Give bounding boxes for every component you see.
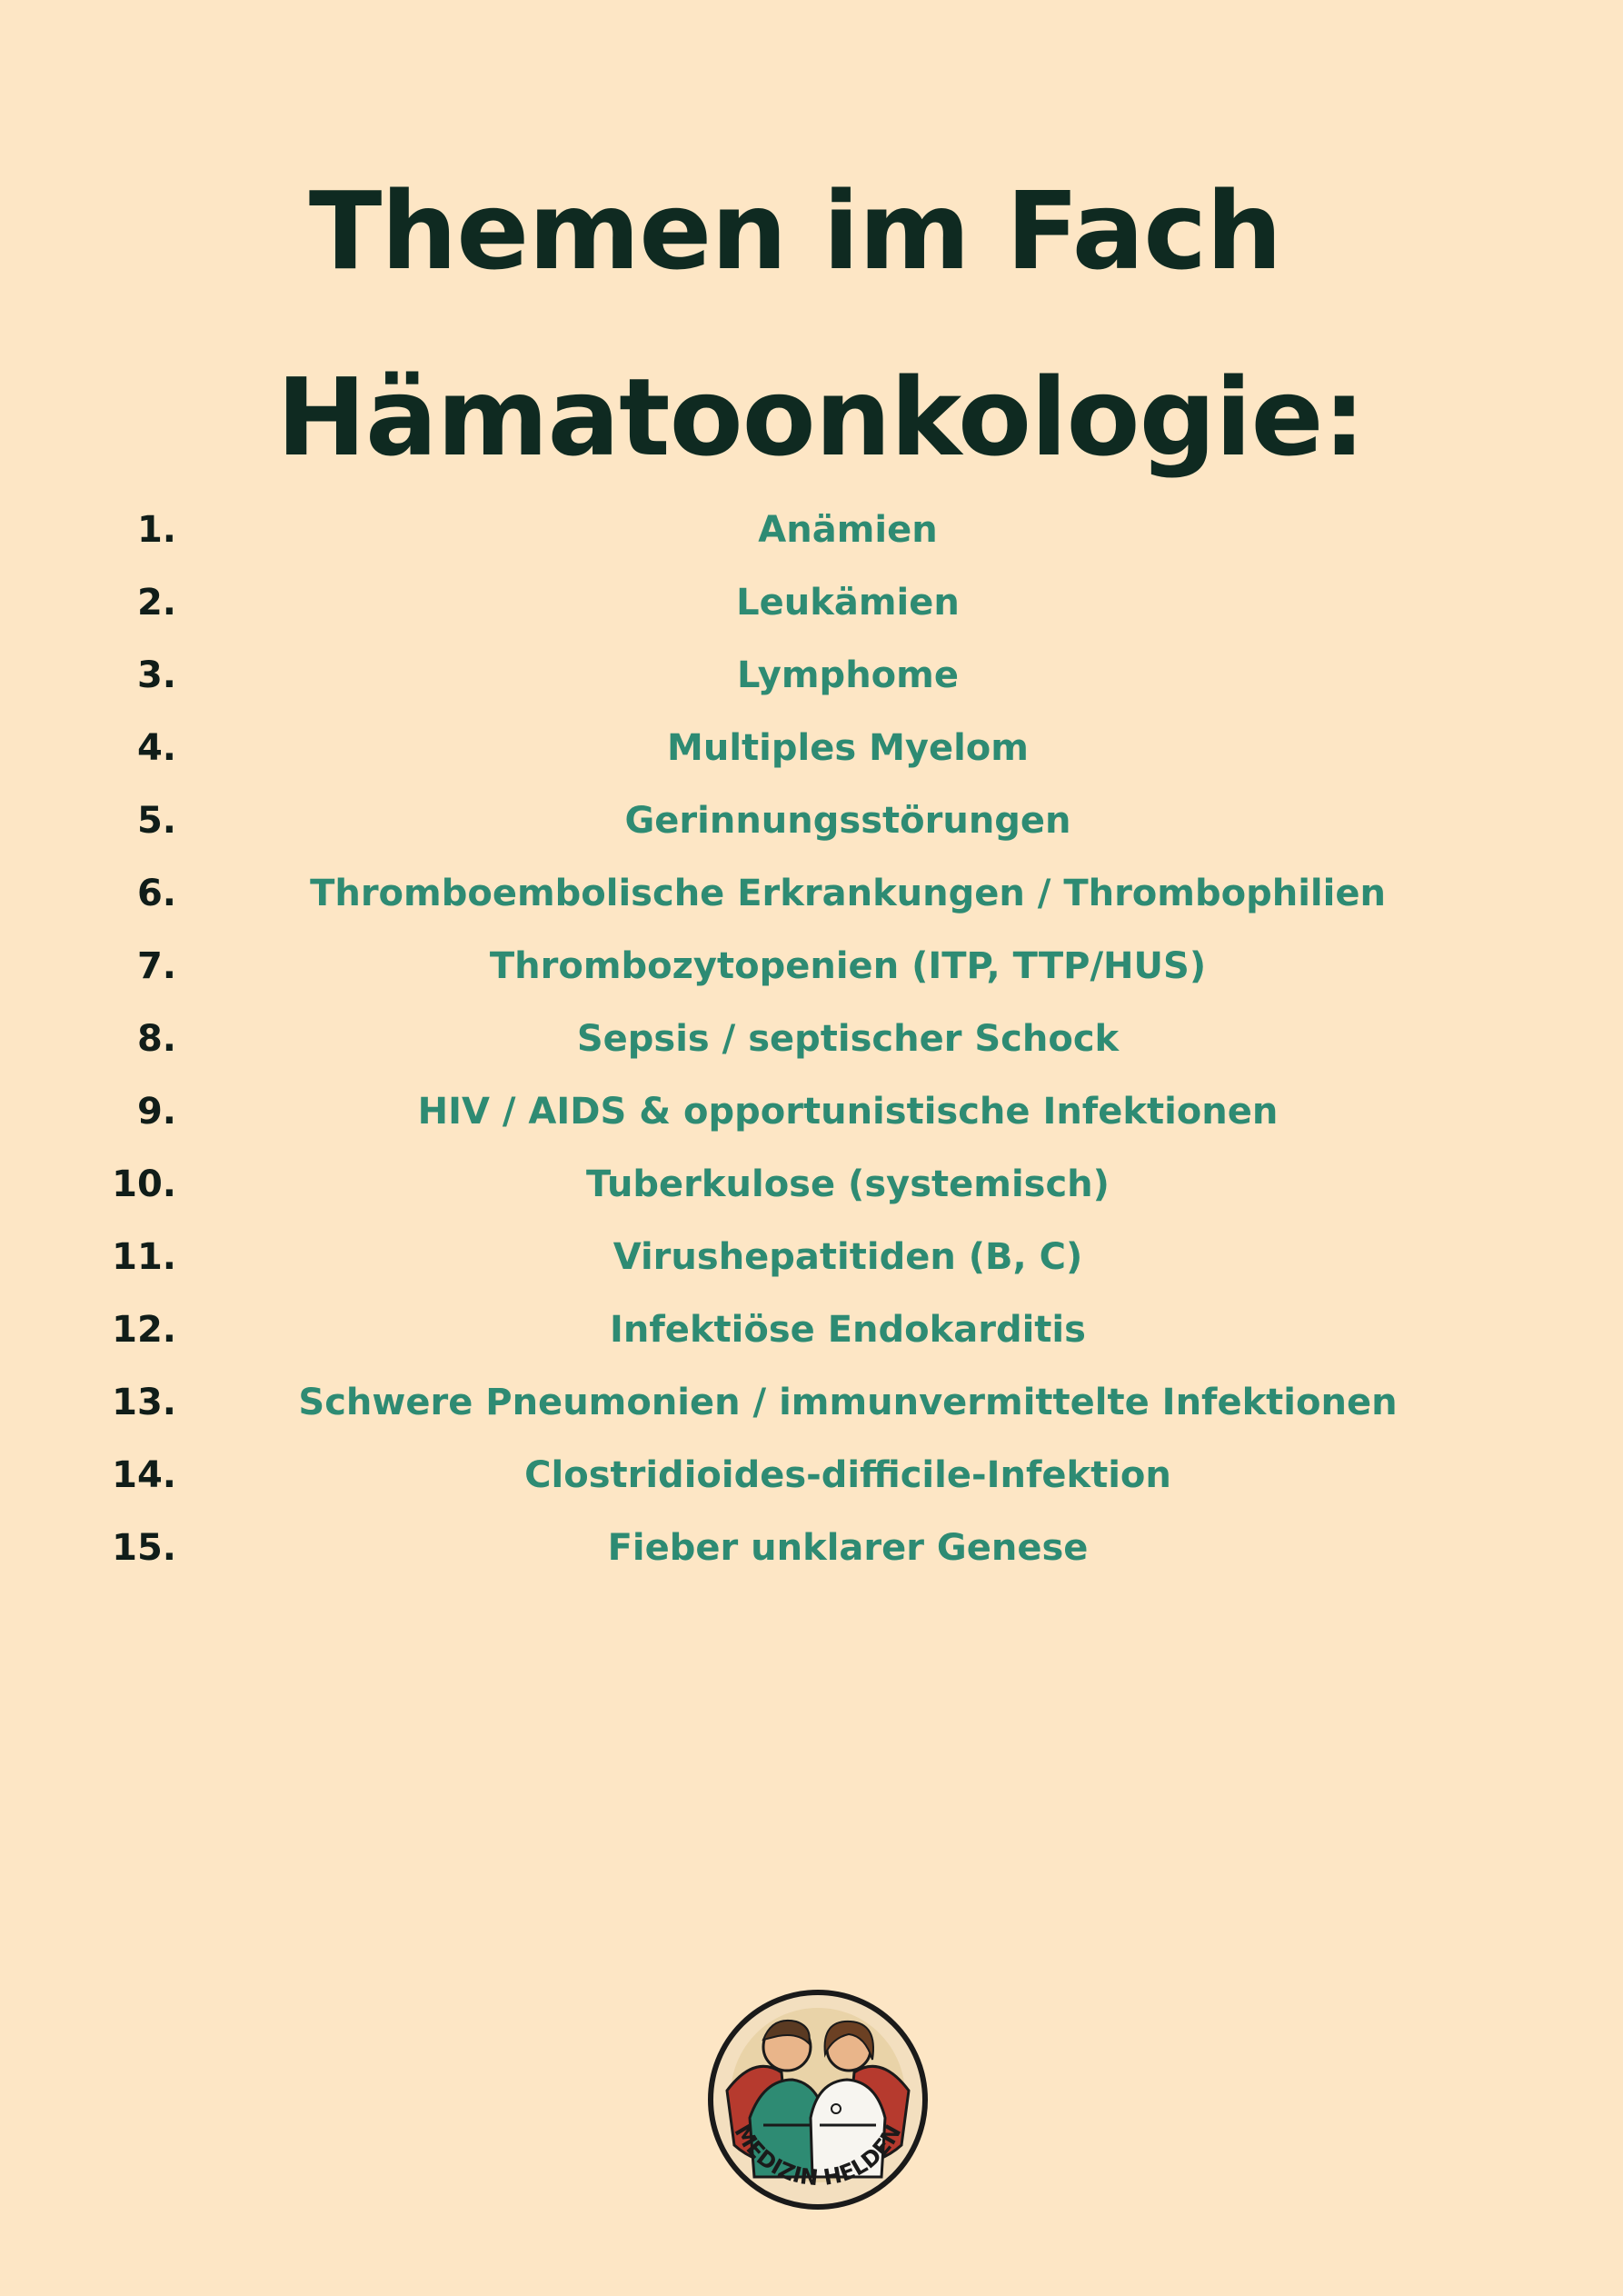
list-item-label: Tuberkulose (systemisch) bbox=[586, 1163, 1110, 1205]
page-title-line-2: Hämatoonkologie: bbox=[276, 354, 1365, 480]
list-item bbox=[0, 869, 1623, 942]
list-item bbox=[0, 1087, 1623, 1160]
list-item bbox=[0, 1451, 1623, 1523]
list-item-label: Multiples Myelom bbox=[667, 727, 1029, 769]
list-item bbox=[0, 505, 1623, 578]
topic-list bbox=[0, 505, 1623, 1596]
list-item-number: 14. bbox=[112, 1454, 176, 1496]
list-item-label: HIV / AIDS & opportunistische Infektionen bbox=[417, 1091, 1279, 1133]
list-item-label: Schwere Pneumonien / immunvermittelte Infektionen bbox=[298, 1382, 1398, 1423]
list-item-label: Gerinnungsstörungen bbox=[624, 800, 1071, 842]
list-item bbox=[0, 651, 1623, 724]
list-item-label: Infektiöse Endokarditis bbox=[610, 1309, 1086, 1351]
list-item-number: 2. bbox=[136, 582, 176, 624]
list-item-number: 4. bbox=[136, 727, 176, 769]
list-item-label: Lymphome bbox=[737, 654, 959, 696]
list-item-number: 9. bbox=[136, 1091, 176, 1133]
list-item-label: Clostridioides-difficile-Infektion bbox=[524, 1454, 1171, 1496]
list-item bbox=[0, 1233, 1623, 1305]
list-item-number: 3. bbox=[136, 654, 176, 696]
list-item bbox=[0, 1014, 1623, 1087]
page-title-line-1: Themen im Fach bbox=[308, 168, 1282, 294]
list-item bbox=[0, 796, 1623, 869]
list-item-number: 5. bbox=[136, 800, 176, 842]
logo-text: MEDIZIN HELDEN bbox=[729, 2120, 907, 2191]
doctor-duo-logo-icon bbox=[691, 1972, 945, 2227]
list-item bbox=[0, 1160, 1623, 1233]
list-item-number: 8. bbox=[136, 1018, 176, 1060]
list-item bbox=[0, 1305, 1623, 1378]
list-item bbox=[0, 1378, 1623, 1451]
list-item-label: Thromboembolische Erkrankungen / Thrombophilien bbox=[310, 873, 1386, 914]
list-item bbox=[0, 578, 1623, 651]
list-item bbox=[0, 942, 1623, 1014]
list-item-number: 15. bbox=[112, 1527, 176, 1569]
list-item-number: 7. bbox=[136, 945, 176, 987]
list-item-number: 13. bbox=[112, 1382, 176, 1423]
list-item-label: Virushepatitiden (B, C) bbox=[612, 1236, 1083, 1278]
list-item-number: 1. bbox=[136, 509, 176, 551]
list-item-label: Sepsis / septischer Schock bbox=[576, 1018, 1120, 1060]
list-item-number: 10. bbox=[112, 1163, 176, 1205]
list-item-number: 6. bbox=[136, 873, 176, 914]
list-item-number: 11. bbox=[112, 1236, 176, 1278]
list-item bbox=[0, 724, 1623, 796]
list-item-label: Anämien bbox=[758, 509, 938, 551]
list-item bbox=[0, 1523, 1623, 1596]
list-item-number: 12. bbox=[112, 1309, 176, 1351]
list-item-label: Leukämien bbox=[736, 582, 960, 624]
list-item-label: Fieber unklarer Genese bbox=[607, 1527, 1089, 1569]
list-item-label: Thrombozytopenien (ITP, TTP/HUS) bbox=[489, 945, 1207, 987]
